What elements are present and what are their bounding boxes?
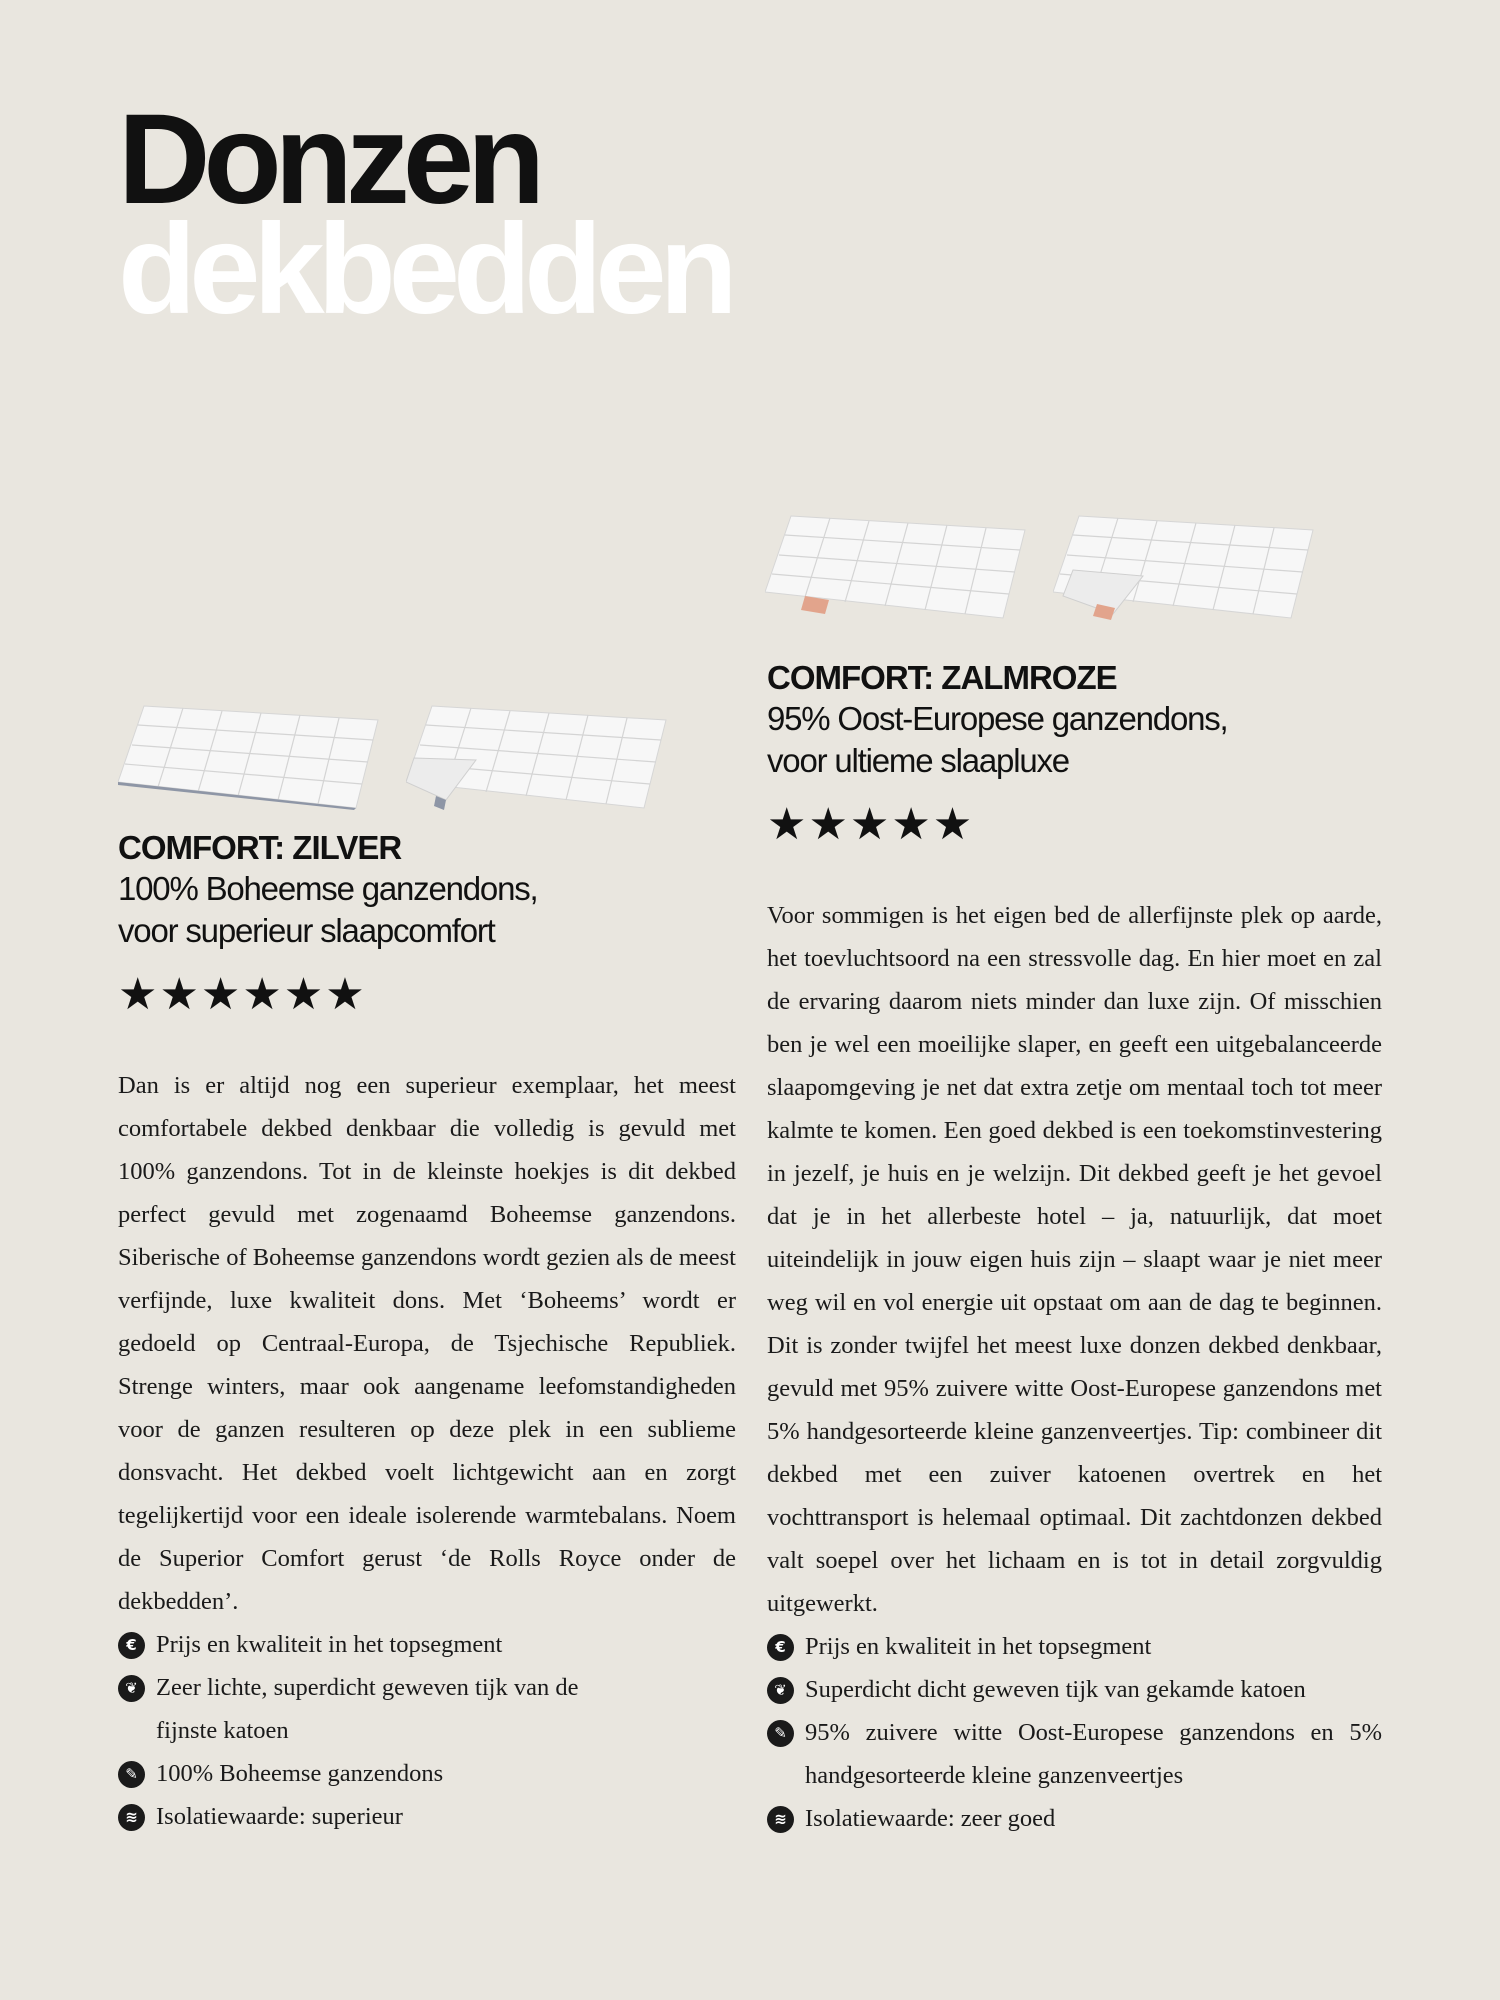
feature-item: [118, 1666, 736, 1752]
page-title: [118, 88, 731, 341]
feature-text: 95% zuivere witte Oost-Europese ganzendons en 5% handgesorteerde kleine ganzenveertjes: [805, 1719, 1382, 1789]
product-tagline-line-1: 100% Boheemse ganzendons,: [118, 870, 538, 907]
product-tagline-line-1: 95% Oost-Europese ganzendons,: [767, 700, 1228, 737]
feature-item: [767, 1668, 1382, 1711]
product-tagline-line-2: voor superieur slaapcomfort: [118, 912, 495, 949]
feature-item: [118, 1752, 736, 1795]
duvet-flat-image: [765, 510, 1029, 620]
feature-list: [767, 1625, 1382, 1840]
duvet-folded-image: [1053, 510, 1317, 620]
feature-text: Zeer lichte, superdicht geweven tijk van de fijnste katoen: [156, 1674, 579, 1744]
product-comfort-zalmroze: [767, 658, 1382, 1840]
star-rating: ★★★★★: [767, 799, 975, 850]
feature-text: Prijs en kwaliteit in het topsegment: [805, 1633, 1152, 1660]
product-images-zalmroze: [765, 510, 1317, 620]
feature-text: Isolatiewaarde: superieur: [156, 1803, 403, 1830]
euro-icon: €: [118, 1632, 145, 1659]
sprout-icon: ❦: [767, 1677, 794, 1704]
product-images-zilver: [118, 700, 670, 810]
title-line-1: Donzen: [118, 88, 539, 231]
feature-list: [118, 1623, 736, 1838]
feature-text: Isolatiewaarde: zeer goed: [805, 1805, 1056, 1832]
feather-icon: ✎: [767, 1720, 794, 1747]
feather-icon: ✎: [118, 1761, 145, 1788]
feature-item: [118, 1795, 736, 1838]
duvet-folded-image: [406, 700, 670, 810]
feature-text: Superdicht dicht geweven tijk van gekamde katoen: [805, 1676, 1306, 1703]
title-line-2: dekbedden: [118, 198, 731, 341]
product-description: Dan is er altijd nog een superieur exemplaar, het meest comfortabele dekbed denkbaar die volledig is gevuld met 100% ganzendons. Tot in de kleinste hoekjes is dit dekbed perfect gevuld met zogenaamd Boheemse ganzendons. Siberische of Boheemse ganzendons wordt gezien als de meest verfijnde, luxe kwaliteit dons. Met ‘Boheems’ wordt er gedoeld op Centraal-Europa, de Tsjechische Republiek. Strenge winters, maar ook aangename leefomstandigheden voor de ganzen resulteren op deze plek in een sublieme donsvacht. Het dekbed voelt lichtgewicht aan en zorgt tegelijkertijd voor een ideale isolerende warmtebalans. Noem de Superior Comfort gerust ‘de Rolls Royce onder de dekbedden’.: [118, 1072, 736, 1615]
feature-item: [767, 1625, 1382, 1668]
star-rating: ★★★★★★: [118, 969, 367, 1020]
product-comfort-zilver: [118, 828, 736, 1838]
heat-icon: ≋: [118, 1804, 145, 1831]
product-description: Voor sommigen is het eigen bed de allerfijnste plek op aarde, het toevluchtsoord na een stressvolle dag. En hier moet en zal de ervaring daarom niets minder dan luxe zijn. Of misschien ben je wel een moeilijke slaper, en geeft een uitgebalanceerde slaapomgeving je net dat extra zetje om mentaal toch tot meer kalmte te komen. Een goed dekbed is een toekomstinvestering in jezelf, je huis en je welzijn. Dit dekbed geeft je het gevoel dat je in het allerbeste hotel – ja, natuurlijk, dat moet uiteindelijk in jouw eigen huis zijn – slaapt waar je niet meer weg wil en vol energie uit opstaat om aan de dag te beginnen. Dit is zonder twijfel het meest luxe donzen dekbed denkbaar, gevuld met 95% zuivere witte Oost-Europese ganzendons met 5% handgesorteerde kleine ganzenveertjes. Tip: combineer dit dekbed met een zuiver katoenen overtrek en het vochttransport is helemaal optimaal. Dit zachtdonzen dekbed valt soepel over het lichaam en is tot in detail zorgvuldig uitgewerkt.: [767, 902, 1382, 1617]
heat-icon: ≋: [767, 1806, 794, 1833]
feature-item: [767, 1711, 1382, 1797]
product-tagline-line-2: voor ultieme slaapluxe: [767, 742, 1069, 779]
sprout-icon: ❦: [118, 1675, 145, 1702]
feature-item: [767, 1797, 1382, 1840]
feature-text: 100% Boheemse ganzendons: [156, 1760, 444, 1787]
feature-item: [118, 1623, 736, 1666]
product-name: COMFORT: ZALMROZE: [767, 659, 1117, 696]
duvet-flat-image: [118, 700, 382, 810]
feature-text: Prijs en kwaliteit in het topsegment: [156, 1631, 503, 1658]
product-name: COMFORT: ZILVER: [118, 829, 402, 866]
euro-icon: €: [767, 1634, 794, 1661]
